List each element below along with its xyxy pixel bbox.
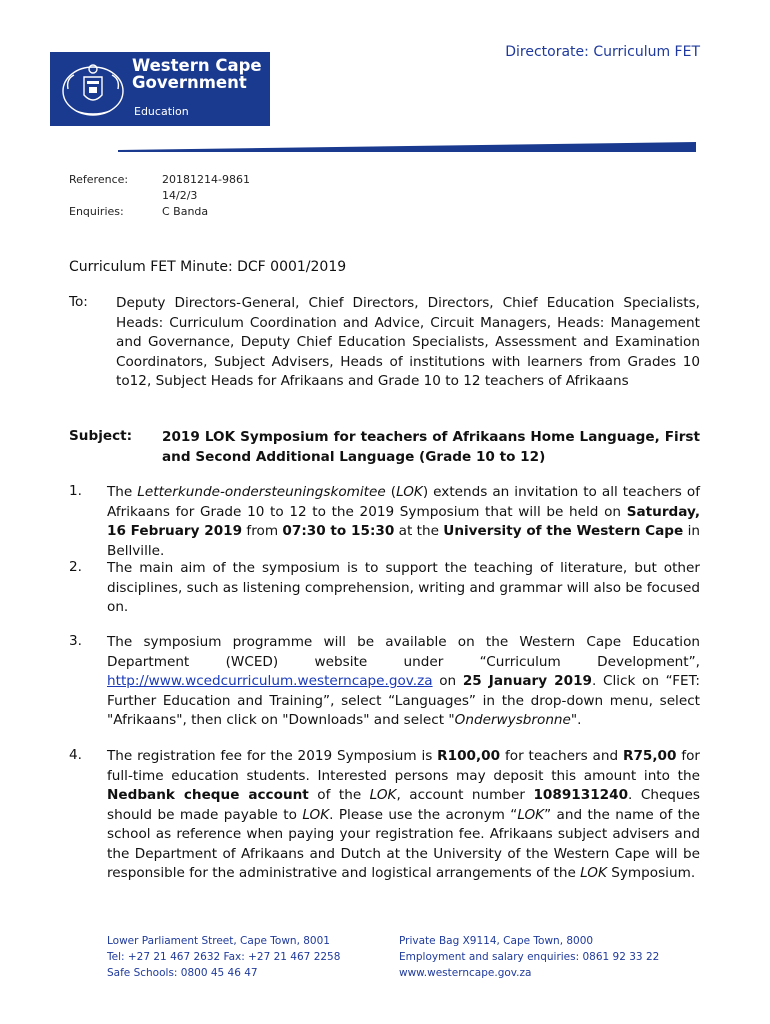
item-1-number: 1. <box>69 483 82 499</box>
lok-acronym: LOK <box>396 484 423 500</box>
footer-left <box>107 933 340 981</box>
event-date: Saturday, 16 February 2019 <box>107 503 700 539</box>
text-run: . Please use the acronym “ <box>329 806 518 823</box>
subject-label: Subject: <box>69 428 133 444</box>
reference-label: Reference: <box>69 173 129 186</box>
item-3-text <box>107 633 700 731</box>
text-run: Symposium. <box>606 865 696 881</box>
lok-acronym: LOK <box>517 806 545 823</box>
text-run: ” and the name of the school as reference when paying your registration fee. Afrikaans subject advisers and the Department of Afrikaans and Dutch at the University of the Western Cape will be responsible for the administrative and logistical arrangements of the <box>107 806 700 881</box>
text-run: . Click on “FET: Further Education and Training”, select “Languages” in the drop-down menu, select "Afrikaans", then click on "Downloads" and select " <box>107 673 701 728</box>
event-venue: University of the Western Cape <box>443 523 684 539</box>
item-4-number: 4. <box>69 747 82 763</box>
logo-title-line1: Western Cape <box>132 56 262 75</box>
item-4-text <box>107 747 700 884</box>
text-run: , account number <box>396 787 534 803</box>
onderwysbronne-term: Onderwysbronne <box>454 712 571 728</box>
item-2-number: 2. <box>69 559 82 575</box>
item-1-text <box>107 483 700 561</box>
curriculum-website-link[interactable]: http://www.wcedcurriculum.westerncape.gov.za <box>107 673 433 689</box>
header-divider <box>118 141 696 155</box>
western-cape-government-logo <box>50 52 270 126</box>
footer-website[interactable]: www.westerncape.gov.za <box>399 967 532 979</box>
item-2-text: The main aim of the symposium is to support the teaching of literature, but other disciplines, such as listening comprehension, writing and grammar will also be focused on. <box>107 560 700 615</box>
text-run: on <box>432 673 463 689</box>
logo-title-line2: Government <box>132 73 247 92</box>
lok-acronym: LOK <box>302 806 330 823</box>
subject-text: 2019 LOK Symposium for teachers of Afrikaans Home Language, First and Second Additional Language (Grade 10 to 12) <box>162 429 700 465</box>
enquiries-label: Enquiries: <box>69 205 124 218</box>
coat-of-arms-icon <box>56 59 130 119</box>
text-run: The registration fee for the 2019 Symposium is <box>107 748 438 764</box>
text-run: The symposium programme will be available on the Western Cape Education Department (WCED) website under “Curriculum Development”, <box>107 634 700 670</box>
text-run: ". <box>570 712 582 728</box>
enquiries-value: C Banda <box>162 205 209 218</box>
text-run: ) extends an invitation to all teachers of Afrikaans for Grade 10 to 12 to the 2019 Symposium that will be held on <box>107 484 700 520</box>
recipients-text: Deputy Directors-General, Chief Directors, Directors, Chief Education Specialists, Heads: Curriculum Coordination and Advice, Circuit Managers, Heads: Management and Governance, Deputy Chief Education Specialists, Assessment and Examination Coordinators, Subject Advisers, Heads of institutions with learners from Grades 10 to12, Subject Heads for Afrikaans and Grade 10 to 12 teachers of Afrikaans <box>116 295 700 389</box>
item-3-number: 3. <box>69 633 82 649</box>
footer-postal: Private Bag X9114, Cape Town, 8000 <box>399 935 594 947</box>
directorate-title: Directorate: Curriculum FET <box>505 44 700 60</box>
text-run: at the <box>394 523 444 539</box>
lok-acronym: LOK <box>369 787 397 803</box>
logo-subtitle: Education <box>134 105 189 118</box>
student-fee: R75,00 <box>622 748 677 764</box>
text-run: The <box>107 484 138 500</box>
reference-value: 20181214-9861 <box>162 173 250 186</box>
teacher-fee: R100,00 <box>437 748 501 764</box>
text-run: in Bellville. <box>107 523 701 559</box>
footer-enquiries: Employment and salary enquiries: 0861 92 33 22 <box>399 951 660 963</box>
programme-date: 25 January 2019 <box>462 673 593 689</box>
lok-acronym: LOK <box>580 865 607 881</box>
logo-title <box>132 57 262 91</box>
minute-title: Curriculum FET Minute: DCF 0001/2019 <box>69 259 347 275</box>
file-number: 14/2/3 <box>162 189 198 202</box>
text-run: for full-time education students. Interested persons may deposit this amount into the <box>107 748 701 784</box>
text-run: ( <box>385 484 397 500</box>
text-run: of the <box>308 787 370 803</box>
to-label: To: <box>69 294 88 310</box>
text-run: . Cheques should be made payable to <box>107 787 700 823</box>
text-run: for teachers and <box>500 748 623 764</box>
bank-account-type: Nedbank cheque account <box>107 787 309 803</box>
footer-address: Lower Parliament Street, Cape Town, 8001 <box>107 935 330 947</box>
footer-safe-schools: Safe Schools: 0800 45 46 47 <box>107 967 258 979</box>
footer-phone: Tel: +27 21 467 2632 Fax: +27 21 467 2258 <box>107 951 341 963</box>
event-time: 07:30 to 15:30 <box>282 523 395 539</box>
committee-name: Letterkunde-ondersteuningskomitee <box>137 484 386 500</box>
text-run: from <box>242 523 283 539</box>
account-number: 1089131240 <box>533 787 629 803</box>
footer-right <box>399 933 659 981</box>
